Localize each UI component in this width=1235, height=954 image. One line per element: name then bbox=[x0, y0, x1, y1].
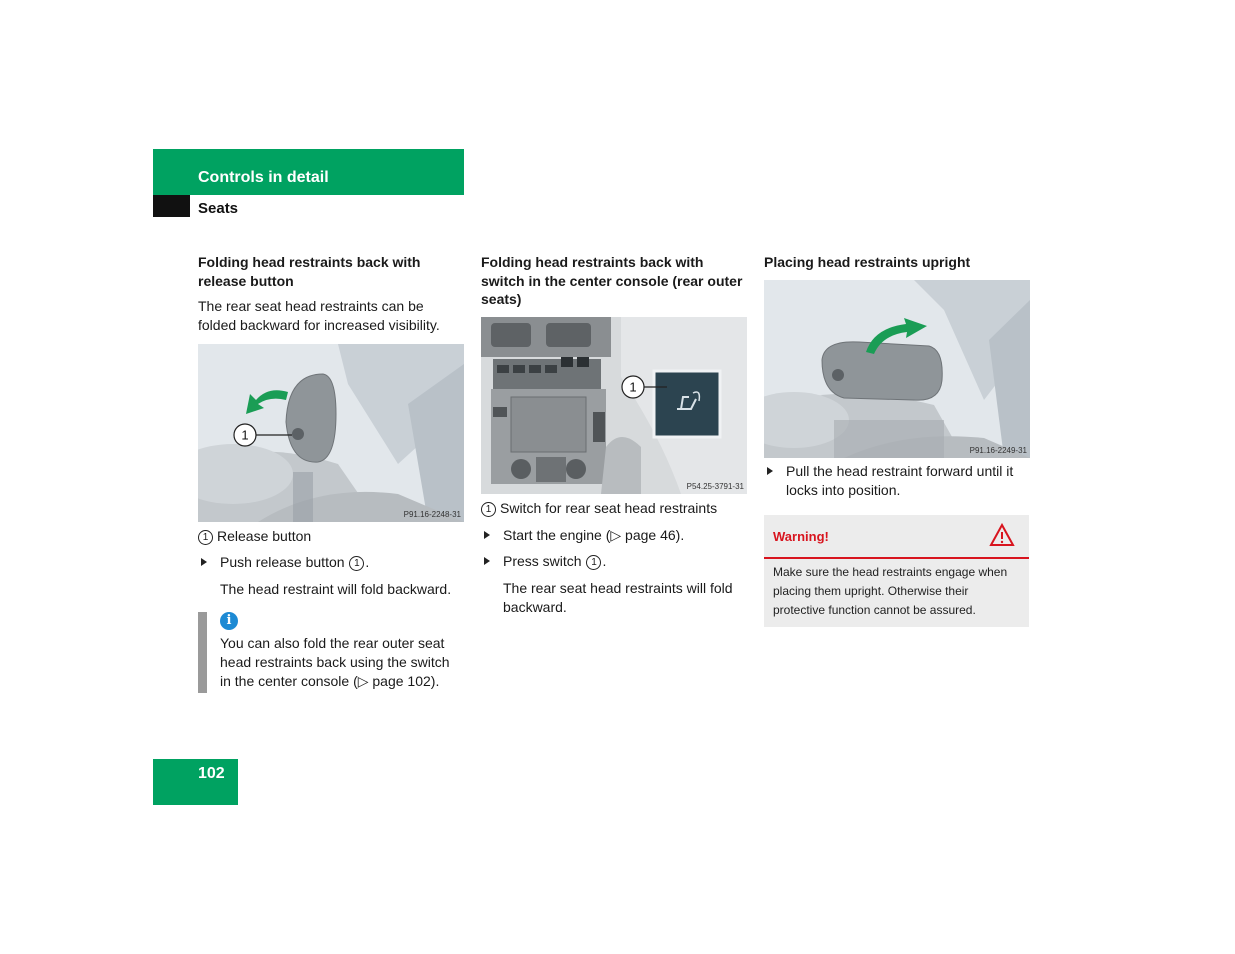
warning-box bbox=[764, 515, 1029, 627]
heading-upright: Placing head restraints upright bbox=[764, 254, 971, 270]
figure-headrest-upright bbox=[764, 280, 1030, 458]
step-press-switch: Press switch 1 . bbox=[481, 552, 747, 571]
page-number: 102 bbox=[198, 765, 225, 782]
page-number-box bbox=[153, 759, 238, 805]
bullet-arrow-icon bbox=[484, 557, 490, 565]
section-title: Controls in detail bbox=[198, 169, 329, 186]
info-icon: i bbox=[220, 612, 238, 630]
figure-code: P91.16-2248-31 bbox=[403, 510, 461, 519]
info-note bbox=[198, 612, 464, 693]
warning-text: Make sure the head restraints engage when placing them upright. Otherwise their protective function cannot be assured. bbox=[773, 564, 1008, 617]
bullet-arrow-icon bbox=[767, 467, 773, 475]
column-console-switch bbox=[481, 253, 747, 617]
figure-code: P91.16-2249-31 bbox=[969, 445, 1027, 455]
callout-number: 1 bbox=[629, 379, 637, 394]
heading-release-button: Folding head restraints back with release button bbox=[198, 254, 421, 289]
step-start-engine: Start the engine (▷ page 46). bbox=[481, 526, 747, 545]
result-text: The rear seat head restraints will fold backward. bbox=[503, 579, 733, 615]
center-console-illustration bbox=[481, 317, 747, 494]
subsection-title: Seats bbox=[198, 200, 239, 217]
legend-text: Release button bbox=[217, 528, 312, 544]
warning-triangle-icon bbox=[989, 523, 1015, 547]
step-push-release: Push release button 1 . bbox=[198, 553, 464, 572]
legend-text: Switch for rear seat head restraints bbox=[500, 499, 718, 516]
bullet-arrow-icon bbox=[201, 558, 207, 566]
headrest-upright-illustration bbox=[764, 280, 1030, 458]
figure-center-console bbox=[481, 317, 747, 494]
bullet-arrow-icon bbox=[484, 531, 490, 539]
heading-console-switch: Folding head restraints back with switch in the center console (rear outer seats) bbox=[481, 254, 743, 307]
intro-text: The rear seat head restraints can be folded backward for increased visibility. bbox=[198, 298, 440, 333]
legend-release-button bbox=[198, 527, 464, 546]
figure-headrest-release bbox=[198, 344, 464, 522]
warning-title: Warning! bbox=[773, 528, 829, 544]
result-text: The head restraint will fold backward. bbox=[220, 581, 452, 597]
column-release-button bbox=[198, 253, 464, 693]
headrest-release-illustration bbox=[198, 344, 464, 522]
info-text: You can also fold the rear outer seat head restraints back using the switch in the center console (▷ page 102). bbox=[220, 635, 450, 689]
legend-number: 1 bbox=[198, 530, 213, 545]
legend-console-switch bbox=[481, 499, 747, 518]
step-pull-forward: Pull the head restraint forward until it locks into position. bbox=[764, 462, 1030, 500]
subsection-marker bbox=[153, 195, 190, 217]
callout-number: 1 bbox=[241, 427, 249, 443]
warning-header bbox=[764, 515, 1029, 559]
legend-number: 1 bbox=[481, 502, 496, 517]
column-upright bbox=[764, 253, 1030, 627]
figure-code: P54.25-3791-31 bbox=[686, 481, 744, 491]
